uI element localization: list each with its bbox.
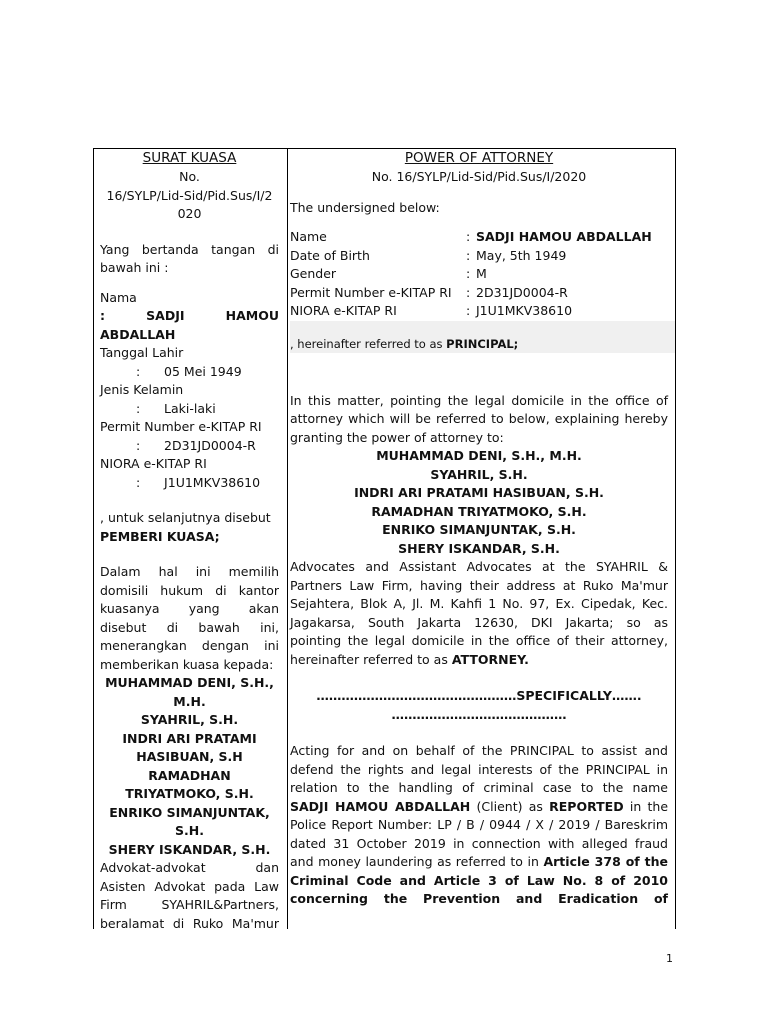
left-advocates-line: Advokat-advokat dan	[100, 860, 279, 875]
left-principal-line1: , untuk selanjutnya disebut	[100, 510, 271, 525]
left-no-line2: 020	[177, 206, 202, 221]
field-row: Name : SADJI HAMOU ABDALLAH	[290, 228, 668, 247]
specifically-line1: …………………………………………SPECIFICALLY…….	[316, 688, 642, 703]
advocates-line: pointing the legal domicile in the office of their attorney,	[290, 633, 668, 648]
field-row: NIORA e-KITAP RI : J1U1MKV38610	[290, 302, 668, 321]
field-label: NIORA e-KITAP RI	[290, 303, 397, 318]
left-principal-line2: PEMBERI KUASA;	[100, 528, 220, 544]
criminal-line: Criminal Code and Article 3 of Law No. 8 of 2010	[290, 872, 668, 888]
left-permit-value: : 2D31JD0004-R	[136, 437, 256, 453]
advocates-line: Sejahtera, Blok A, Jl. M. Kahfi 1 No. 97, Ex. Cipedak, Kec.	[290, 596, 668, 611]
laundering-prefix: and money laundering as referred to in	[290, 854, 544, 869]
left-gender-label: Jenis Kelamin	[100, 382, 184, 397]
article-bold: Article 378 of the	[543, 854, 668, 869]
advocates-line: Jagakarsa, South Jakarta 12630, DKI Jakarta; so as	[290, 614, 668, 630]
left-intro-line2: bawah ini :	[100, 260, 169, 275]
laundering-line	[290, 853, 668, 872]
field-row: Date of Birth : May, 5th 1949	[290, 247, 668, 266]
attorney-line: RAMADHAN TRIYATMOKO, S.H.	[371, 503, 587, 519]
matter-line: In this matter, pointing the legal domicile in the office of	[290, 392, 668, 408]
left-name-value-line2: ABDALLAH	[100, 326, 176, 342]
left-gender-value: : Laki-laki	[136, 400, 216, 416]
left-attorney-line: ENRIKO SIMANJUNTAK,	[109, 804, 270, 820]
left-domicile-line: disebut di bawah ini,	[100, 619, 279, 635]
field-label: Permit Number e-KITAP RI	[290, 284, 452, 300]
left-no-label: No.	[179, 169, 200, 184]
field-value: SADJI HAMOU ABDALLAH	[476, 229, 652, 244]
advocates-line: Advocates and Assistant Advocates at the SYAHRIL &	[290, 559, 668, 574]
police-line: dated 31 October 2019 in connection with alleged fraud	[290, 835, 668, 851]
left-advocates-line: Firm SYAHRIL&Partners,	[100, 897, 279, 912]
concerning-line: concerning the Prevention and Eradication of	[290, 891, 668, 906]
left-dob-value: : 05 Mei 1949	[136, 363, 242, 379]
left-intro-line1: Yang bertanda tangan di	[100, 241, 279, 257]
left-advocates-line: beralamat di Ruko Ma'mur	[100, 915, 279, 929]
principal-definition	[290, 321, 676, 353]
left-attorney-line: S.H.	[175, 823, 204, 838]
left-domicile-line: Dalam hal ini memilih	[100, 564, 279, 579]
acting-line: relation to the handling of criminal case to the name	[290, 780, 668, 795]
field-value: May, 5th 1949	[476, 247, 567, 263]
attorney-line: MUHAMMAD DENI, S.H., M.H.	[376, 448, 582, 463]
left-attorney-line: INDRI ARI PRATAMI	[122, 730, 257, 746]
left-attorney-line: HASIBUAN, S.H	[136, 749, 243, 764]
field-label: Gender	[290, 266, 337, 281]
principal-prefix: , hereinafter referred to as	[290, 336, 447, 351]
left-domicile-line: domisili hukum di kantor	[100, 582, 279, 598]
field-row: Gender : M	[290, 265, 668, 284]
attorney-prefix: hereinafter referred to as	[290, 651, 452, 667]
police-line: Police Report Number: LP / B / 0944 / X / 2019 / Bareskrim	[290, 817, 668, 832]
right-column-english	[288, 149, 676, 909]
matter-line: granting the power of attorney to:	[290, 429, 504, 445]
left-attorney-line: RAMADHAN	[148, 767, 231, 783]
client-line	[290, 798, 668, 817]
advocates-line: Partners Law Firm, having their address at Ruko Ma'mur	[290, 577, 668, 593]
client-name: SADJI HAMOU ABDALLAH	[290, 798, 471, 814]
principal-word: PRINCIPAL;	[446, 336, 519, 351]
page-number: 1	[666, 952, 673, 965]
field-value: 2D31JD0004-R	[476, 284, 568, 300]
left-domicile-line: kuasanya yang akan	[100, 601, 279, 616]
left-dob-label: Tanggal Lahir	[100, 345, 184, 360]
attorney-definition	[290, 651, 668, 670]
left-niora-value: : J1U1MKV38610	[136, 474, 261, 490]
left-domicile-line: memberikan kuasa kepada:	[100, 656, 274, 672]
left-attorney-line: MUHAMMAD DENI, S.H.,	[105, 675, 274, 690]
field-label: Name	[290, 229, 327, 244]
left-domicile-line: menerangkan dengan ini	[100, 638, 279, 653]
document-table	[93, 148, 676, 929]
left-name-label: Nama	[100, 289, 137, 305]
attorney-line: SHERY ISKANDAR, S.H.	[398, 540, 560, 556]
field-row: Permit Number e-KITAP RI : 2D31JD0004-R	[290, 284, 668, 303]
acting-line: Acting for and on behalf of the PRINCIPAL to assist and	[290, 743, 668, 758]
acting-line: defend the rights and legal interests of the PRINCIPAL in	[290, 761, 668, 777]
field-label: Date of Birth	[290, 247, 370, 263]
left-attorney-line: SYAHRIL, S.H.	[140, 712, 239, 727]
left-no-line1: 16/SYLP/Lid-Sid/Pid.Sus/I/2	[106, 187, 273, 203]
left-title: SURAT KUASA	[142, 150, 237, 166]
attorney-line: SYAHRIL, S.H.	[430, 466, 528, 482]
left-attorney-line: SHERY ISKANDAR, S.H.	[108, 841, 271, 857]
right-title: POWER OF ATTORNEY	[404, 150, 554, 166]
field-value: M	[476, 266, 487, 281]
matter-line: attorney which will be referred to below, explaining hereby	[290, 411, 668, 426]
left-name-value-line1: : SADJI HAMOU	[100, 308, 279, 323]
left-attorney-line: M.H.	[173, 693, 206, 709]
reported-word: REPORTED	[549, 798, 624, 814]
specifically-line2: ……………………………………	[391, 706, 567, 722]
left-niora-label: NIORA e-KITAP RI	[100, 456, 207, 471]
client-mid: (Client) as	[470, 798, 550, 814]
attorney-line: ENRIKO SIMANJUNTAK, S.H.	[382, 522, 576, 537]
attorney-word: ATTORNEY.	[451, 651, 529, 667]
left-attorney-line: TRIYATMOKO, S.H.	[125, 786, 254, 801]
attorney-line: INDRI ARI PRATAMI HASIBUAN, S.H.	[354, 485, 604, 500]
left-advocates-line: Asisten Advokat pada Law	[100, 878, 279, 894]
right-number: No. 16/SYLP/Lid-Sid/Pid.Sus/I/2020	[371, 169, 587, 184]
left-permit-label: Permit Number e-KITAP RI	[100, 419, 262, 434]
left-column-indonesian	[94, 149, 287, 929]
client-tail: in the	[623, 798, 669, 814]
right-undersigned: The undersigned below:	[290, 199, 440, 215]
field-value: J1U1MKV38610	[476, 303, 573, 318]
